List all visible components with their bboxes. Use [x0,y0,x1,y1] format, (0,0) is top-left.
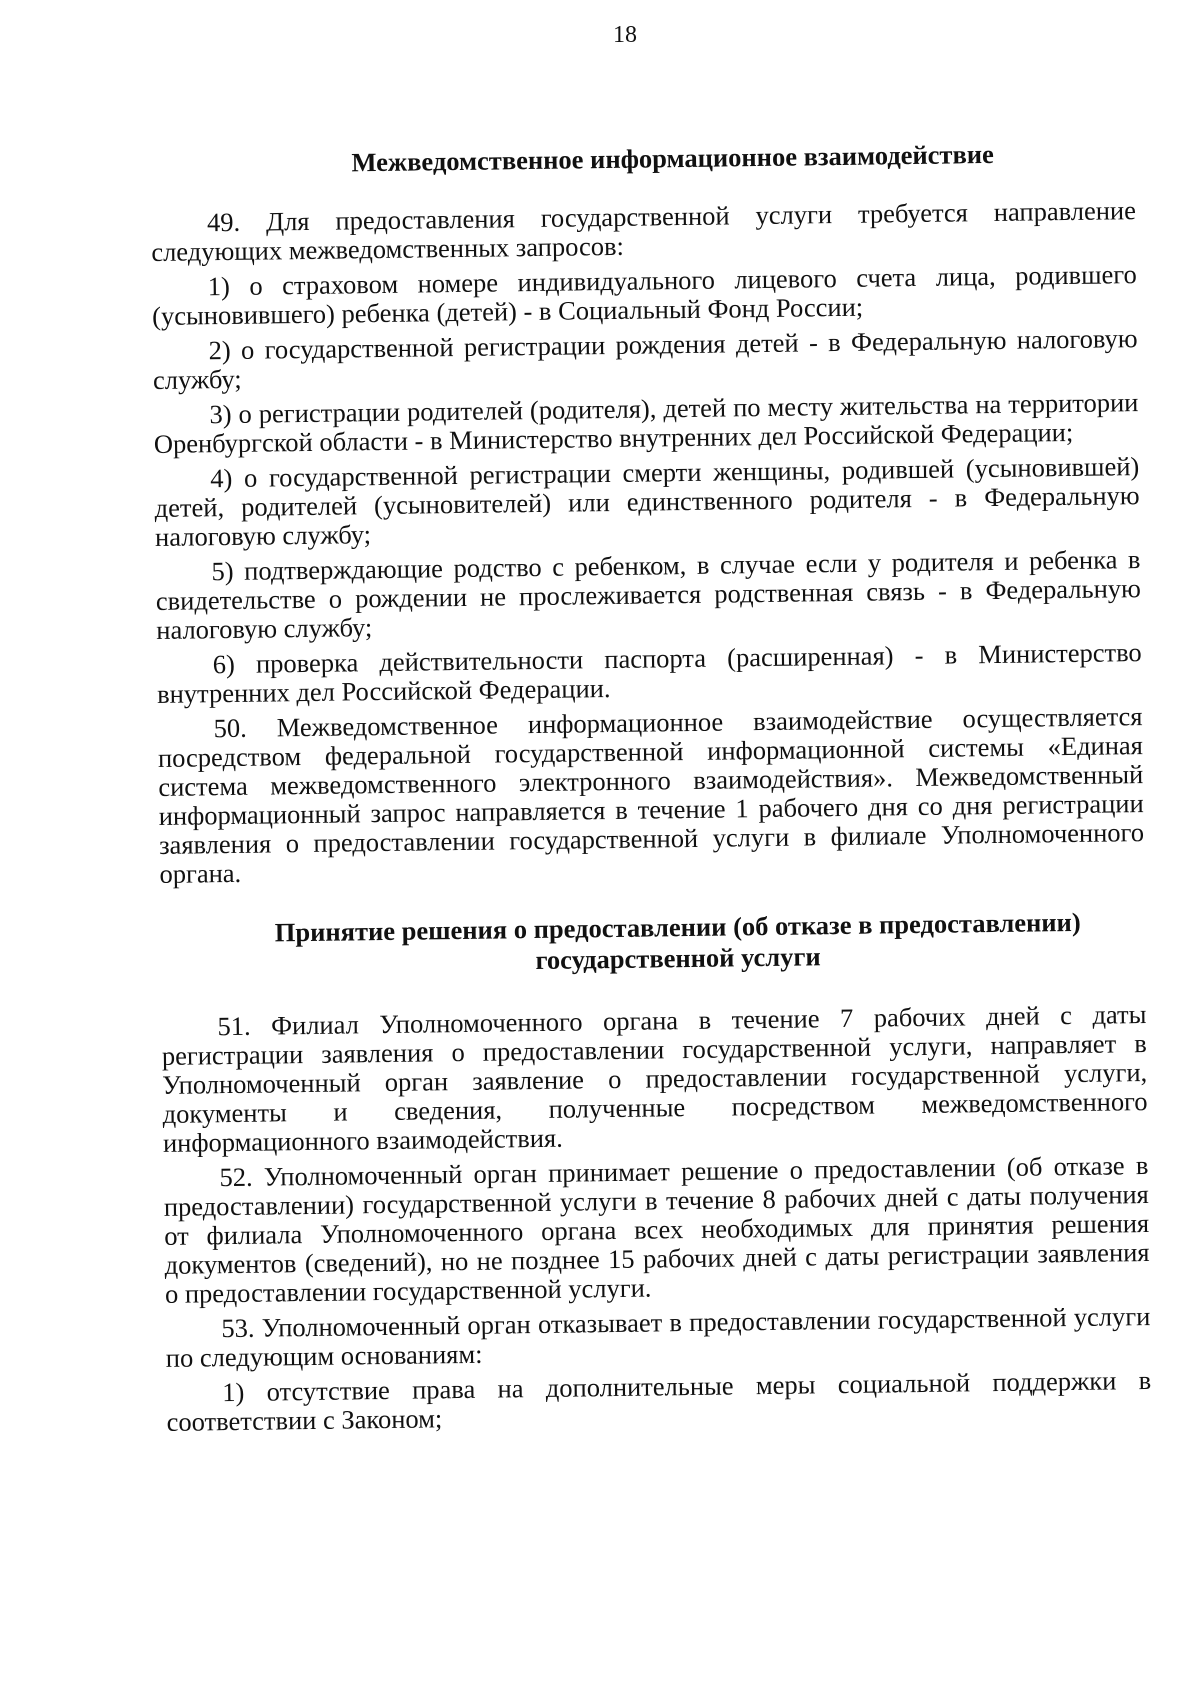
list-item-49-4: 4) о государственной регистрации смерти женщины, родившей (усыновившей) детей, родителей (усыновителей) или единственного родителя - в Федеральную налоговую службу; [154,451,1140,552]
list-item-49-1: 1) о страховом номере индивидуального лицевого счета лица, родившего (усыновившего) ребенка (детей) - в Социальный Фонд России; [151,259,1137,331]
section-heading-interagency: Межведомственное информационное взаимодействие [351,138,994,178]
document-body [150,137,1152,1443]
section-heading-decision [160,906,1146,981]
section-heading-decision-line-2: государственной услуги [535,941,821,976]
list-item-49-2: 2) о государственной регистрации рождения детей - в Федеральную налоговую службу; [152,323,1138,395]
paragraph-49: 49. Для предоставления государственной услуги требуется направление следующих межведомственных запросов: [151,195,1137,267]
paragraph-52: 52. Уполномоченный орган принимает решение о предоставлении (об отказе в предоставлении) государственной услуги в течение 8 рабочих дней с даты получения от филиала Уполномоченного органа всех необходимых для принятия решения документов (сведений), но не позднее 15 рабочих дней с даты регистрации заявления о предоставлении государственной услуги. [163,1150,1150,1309]
list-item-53-1: 1) отсутствие права на дополнительные меры социальной поддержки в соответствии с Законом; [166,1365,1152,1437]
list-item-49-3: 3) о регистрации родителей (родителя), детей по месту жительства на территории Оренбургской области - в Министерство внутренних дел Российской Федерации; [153,387,1139,459]
section-heading-decision-line-1: Принятие решения о предоставлении (об отказе в предоставлении) [274,906,1081,948]
paragraph-51: 51. Филиал Уполномоченного органа в течение 7 рабочих дней с даты регистрации заявления о предоставлении государственной услуги, направляет в Уполномоченный орган заявление о предоставлении государственной услуги, документы и сведения, полученные посредством межведомственного информационного взаимодействия. [161,999,1148,1158]
paragraph-50: 50. Межведомственное информационное взаимодействие осуществляется посредством федеральной государственной информационной системы «Единая система межведомственного электронного взаимодействия». Межведомственный информационный запрос направляется в течение 1 рабочего дня со дня регистрации заявления о предоставлении государственной услуги в филиале Уполномоченного органа. [157,701,1145,889]
list-item-49-6: 6) проверка действительности паспорта (расширенная) - в Министерство внутренних дел Российской Федерации. [156,637,1142,709]
list-item-49-5: 5) подтверждающие родство с ребенком, в случае если у родителя и ребенка в свидетельстве о рождении не прослеживается родственная связь - в Федеральную налоговую службу; [155,544,1142,645]
page-number: 18 [613,22,637,48]
paragraph-53: 53. Уполномоченный орган отказывает в предоставлении государственной услуги по следующим основаниям: [165,1301,1151,1373]
